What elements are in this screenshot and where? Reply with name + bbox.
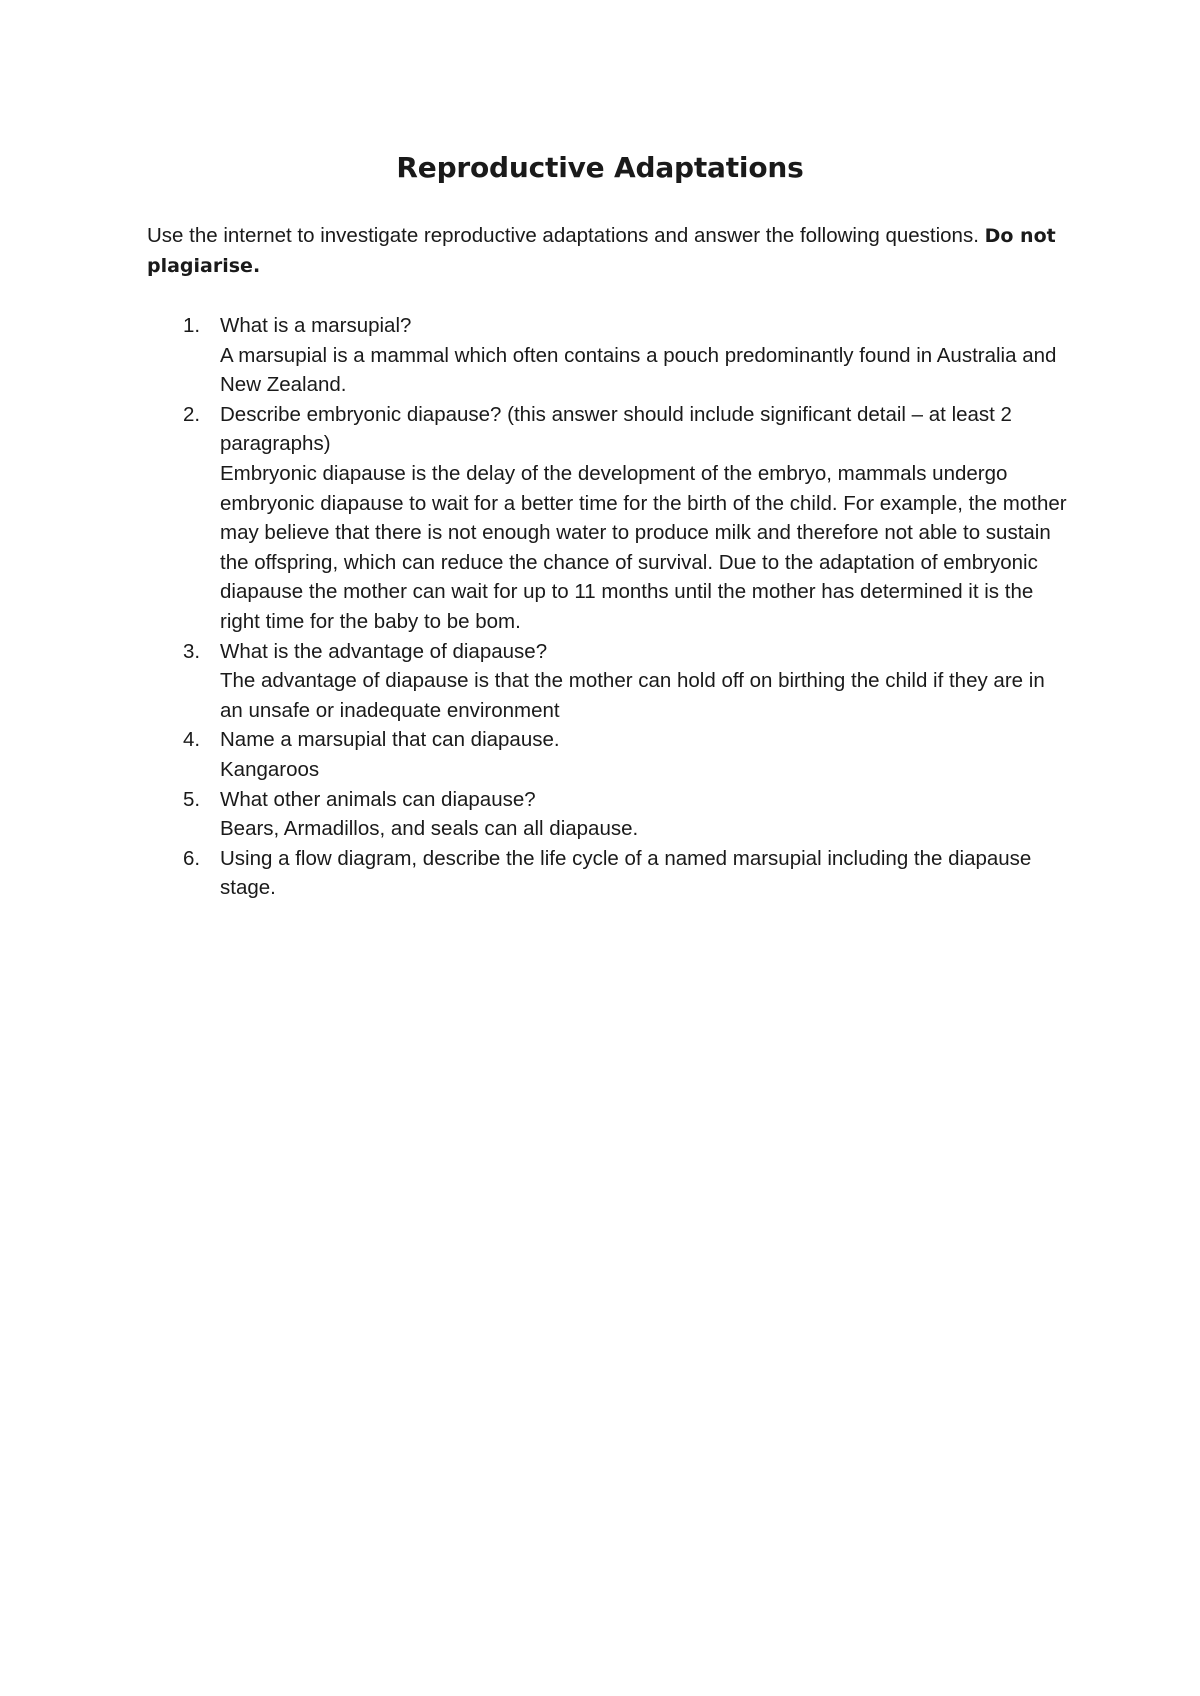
intro-warning: Do not plagiarise. — [147, 225, 1056, 277]
question-text: What other animals can diapause? — [220, 787, 536, 811]
question-text: Using a flow diagram, describe the life cycle of a named marsupial including the diapause stage. — [220, 846, 1032, 900]
answer-text: A marsupial is a mammal which often contains a pouch predominantly found in Australia and New Zealand. — [220, 343, 1057, 397]
question-number: 5. — [183, 787, 201, 811]
question-list — [0, 311, 1200, 903]
question-item-4 — [0, 725, 1200, 784]
page-title: Reproductive Adaptations — [396, 151, 804, 184]
answer-text: The advantage of diapause is that the mother can hold off on birthing the child if they are in an unsafe or inadequate environment — [220, 669, 1045, 722]
question-text: Describe embryonic diapause? (this answer should include significant detail – at least 2 paragraphs) — [220, 402, 1012, 456]
question-item-3 — [0, 637, 1200, 726]
answer-text: Bears, Armadillos, and seals can all diapause. — [220, 817, 639, 841]
question-number: 4. — [183, 728, 201, 752]
intro-text: Use the internet to investigate reproductive adaptations and answer the following questions. — [147, 224, 979, 247]
question-number: 2. — [183, 402, 201, 426]
question-number: 6. — [183, 846, 201, 870]
question-item-5 — [0, 785, 1200, 844]
question-item-6 — [0, 844, 1200, 903]
question-text: Name a marsupial that can diapause. — [220, 728, 560, 752]
question-item-1 — [0, 311, 1200, 400]
intro-paragraph — [147, 221, 1077, 281]
question-number: 3. — [183, 639, 201, 663]
question-text: What is a marsupial? — [220, 314, 412, 337]
answer-text: Kangaroos — [220, 757, 320, 781]
question-text: What is the advantage of diapause? — [220, 639, 548, 663]
question-item-2 — [0, 400, 1200, 637]
answer-text: Embryonic diapause is the delay of the development of the embryo, mammals undergo embryonic diapause to wait for a better time for the birth of the child. For example, the mother may believe that there is not enough water to produce milk and therefore not able to sustain the offspring, which can reduce the chance of survival. Due to the adaptation of embryonic diapause the mother can wait for up to 11 months until the mother has determined it is the right time for the baby to be bom. — [220, 461, 1067, 633]
question-number: 1. — [183, 314, 201, 337]
